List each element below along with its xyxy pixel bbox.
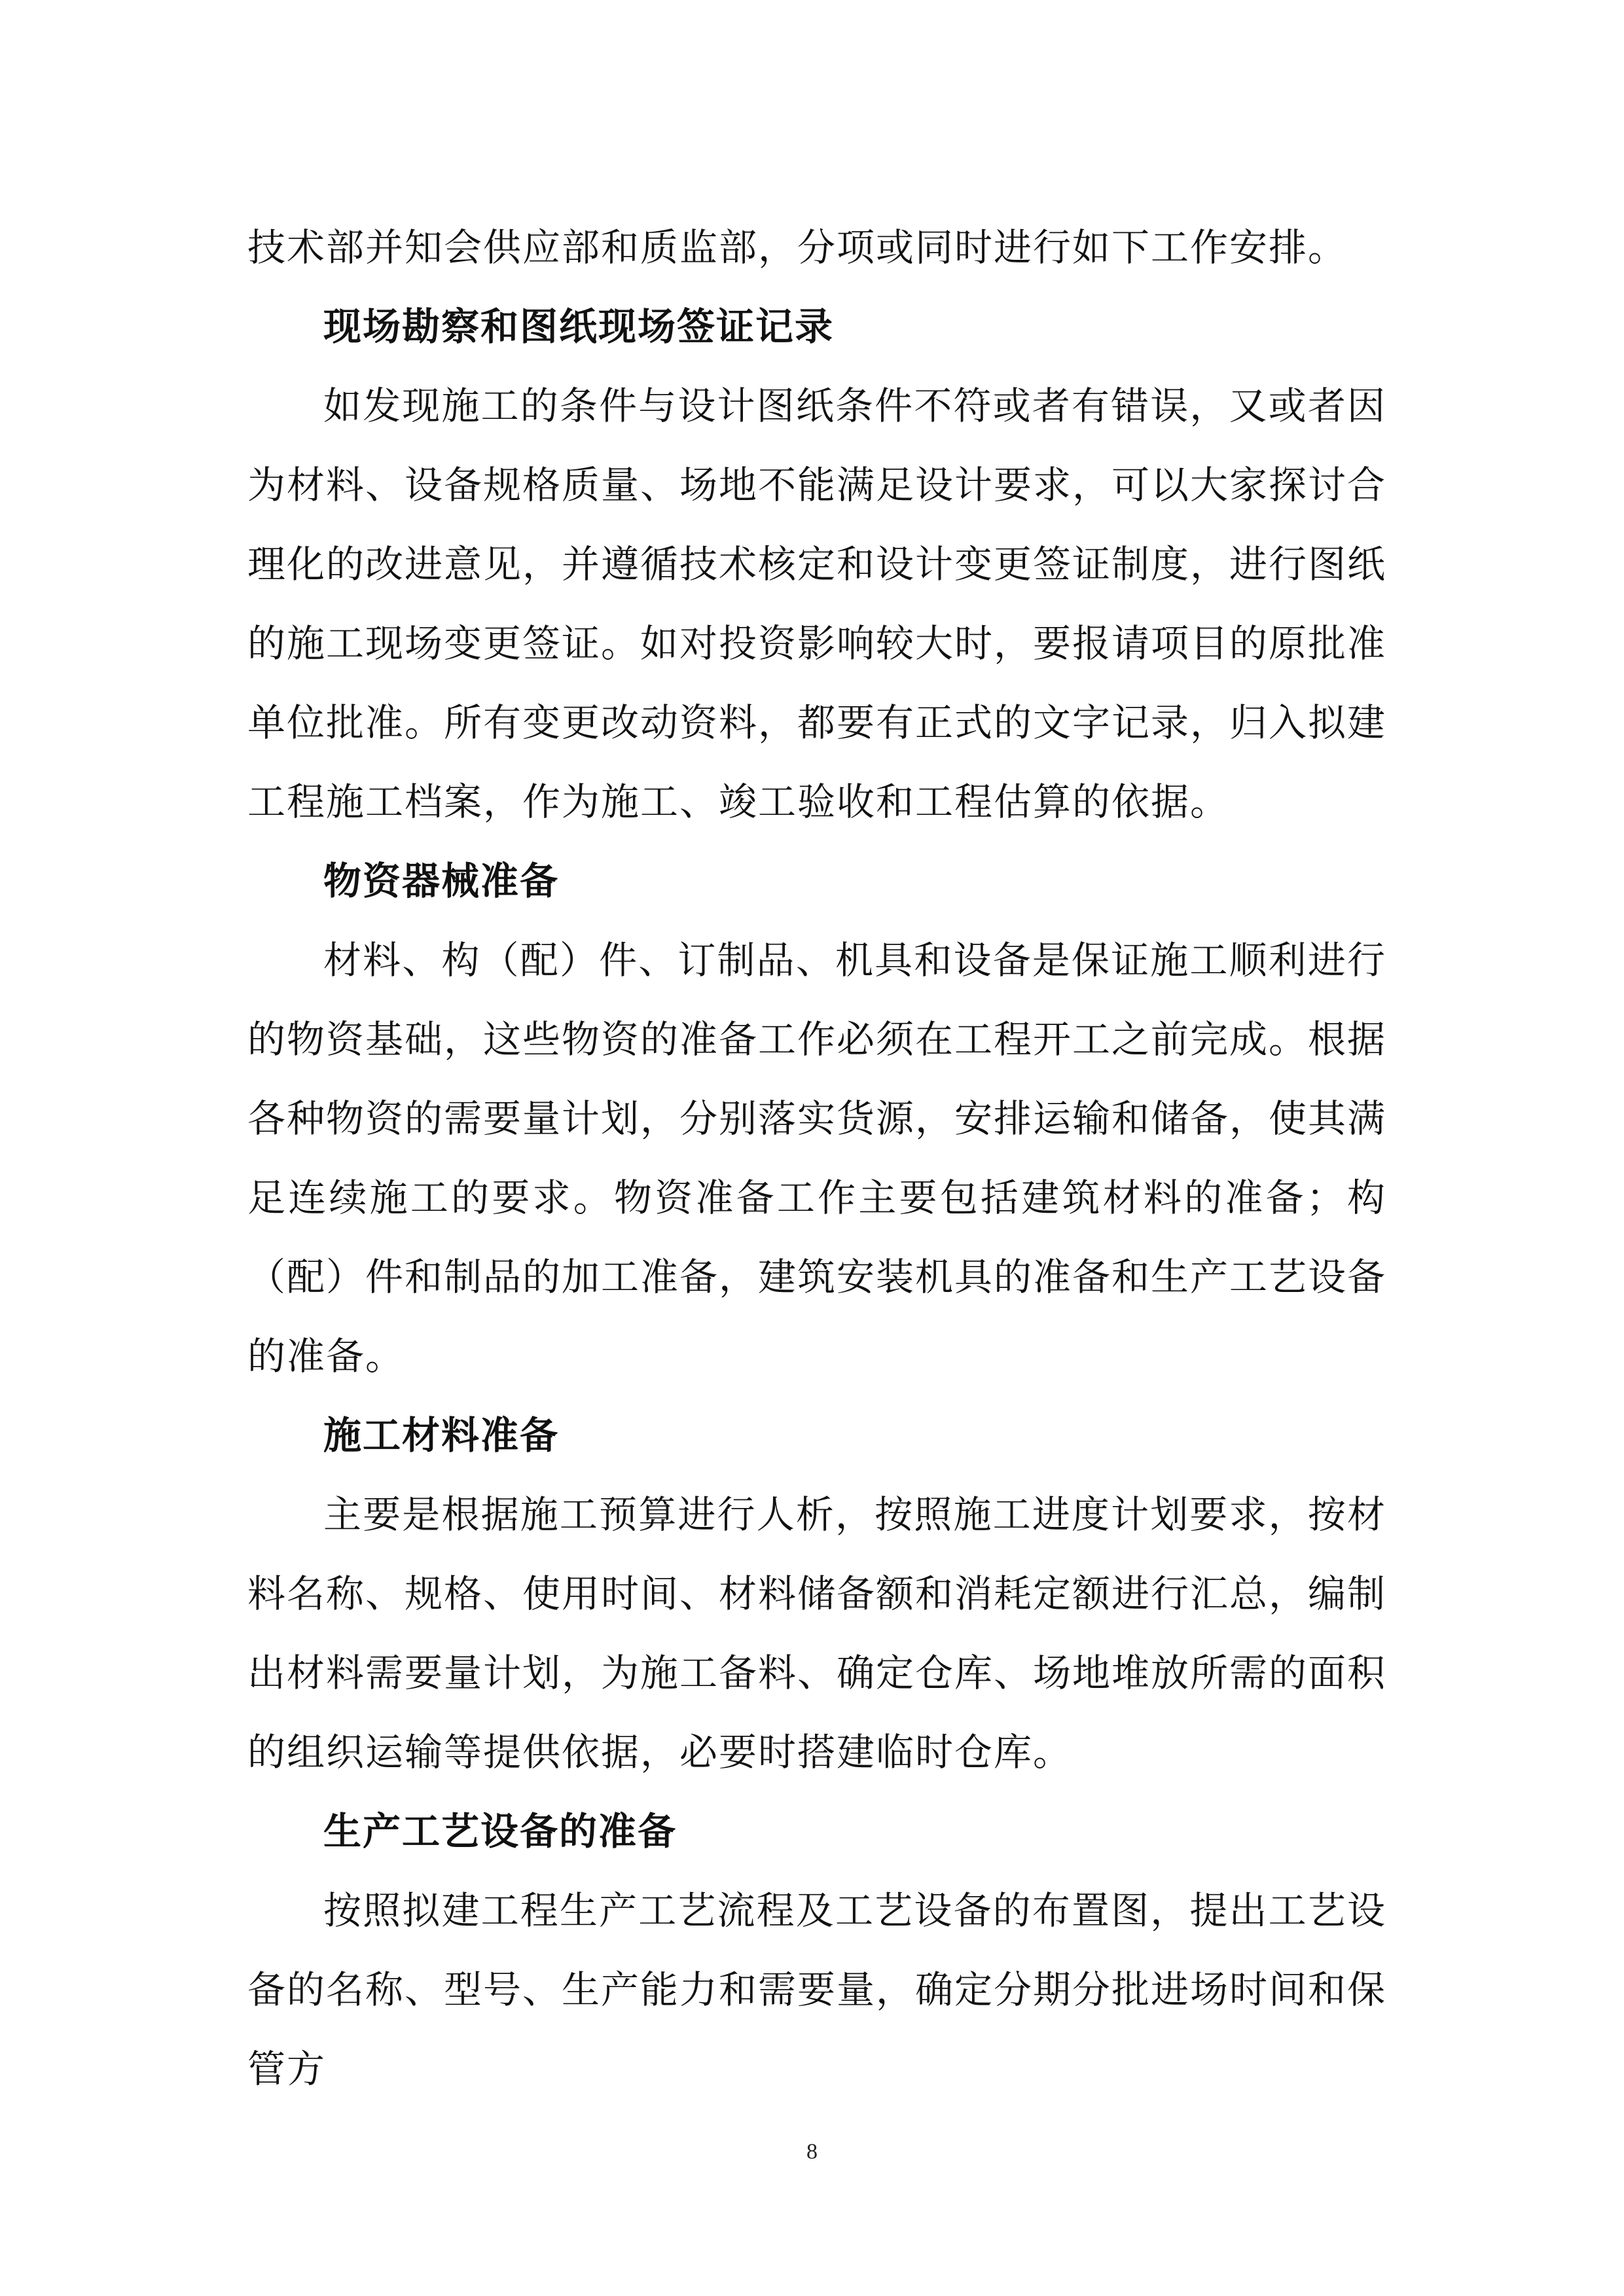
paragraph-construction-materials: 主要是根据施工预算进行人析，按照施工进度计划要求，按材料名称、规格、使用时间、材料储备额和消耗定额进行汇总，编制出材料需要量计划，为施工备料、确定仓库、场地堆放所需的面积的组织运输等提供依据，必要时搭建临时仓库。 [247,1492,1387,1774]
paragraph-process-equipment: 按照拟建工程生产工艺流程及工艺设备的布置图，提出工艺设备的名称、型号、生产能力和需要量，确定分期分批进场时间和保管方 [247,1888,1387,2091]
document-body [247,208,1386,2109]
page-number: 8 [806,2140,818,2164]
section-heading-materials-equipment: 物资器械准备 [323,859,560,903]
paragraph-site-survey: 如发现施工的条件与设计图纸条件不符或者有错误，又或者因为材料、设备规格质量、场地不能满足设计要求，可以大家探讨合理化的改进意见，并遵循技术核定和设计变更签证制度，进行图纸的施工现场变更签证。如对投资影响较大时，要报请项目的原批准单位批准。所有变更改动资料，都要有正式的文字记录，归入拟建工程施工档案，作为施工、竣工验收和工程估算的依据。 [247,384,1387,824]
section-heading-process-equipment: 生产工艺设备的准备 [323,1809,677,1854]
section-heading-construction-materials: 施工材料准备 [323,1413,560,1458]
paragraph-continuation: 技术部并知会供应部和质监部，分项或同时进行如下工作安排。 [247,225,1348,270]
paragraph-materials-equipment: 材料、构（配）件、订制品、机具和设备是保证施工顺利进行的物资基础，这些物资的准备工作必须在工程开工之前完成。根据各种物资的需要量计划，分别落实货源，安排运输和储备，使其满足连续施工的要求。物资准备工作主要包括建筑材料的准备；构（配）件和制品的加工准备，建筑安装机具的准备和生产工艺设备的准备。 [247,938,1387,1378]
section-heading-site-survey: 现场勘察和图纸现场签证记录 [323,304,835,349]
